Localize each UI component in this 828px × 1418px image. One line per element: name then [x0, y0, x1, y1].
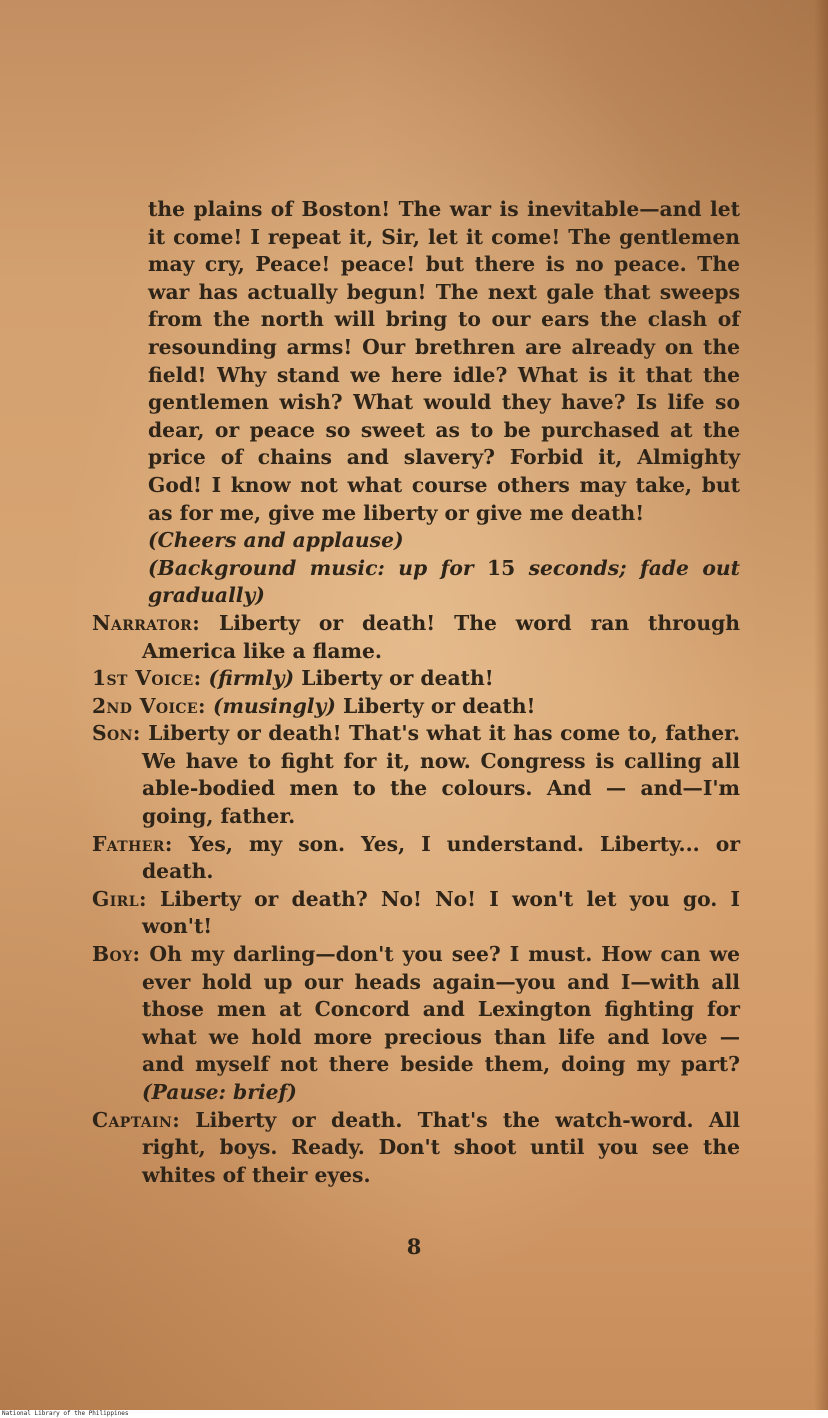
entry-son	[92, 720, 740, 830]
speaker-name: Father:	[92, 831, 173, 856]
speaker-name: 1st Voice:	[92, 666, 202, 691]
dialogue-text: Oh my darling—don't you see? I must. How can we ever hold up our heads again—you and I—with all those men at Concord and Lexington fighting for what we hold more precious than life and love — and myself not there beside them, doing my part?	[142, 942, 741, 1077]
entry-narrator	[92, 610, 740, 665]
speaker-name: Boy:	[92, 942, 141, 967]
entry-boy	[92, 941, 740, 1107]
pause-direction: (Pause: brief)	[142, 1080, 297, 1104]
page-number: 8	[406, 1234, 422, 1259]
entry-second-voice	[92, 693, 740, 721]
background-music-fade: seconds; fade out gradually)	[148, 555, 740, 608]
stage-direction-cheers: (Cheers and applause)	[148, 528, 404, 553]
dialogue-text: Liberty or death!	[301, 666, 494, 691]
speech-continuation: the plains of Boston! The war is inevitable—and let it come! I repeat it, Sir, let it come! The gentlemen may cry, Peace! peace! but there is no peace. The war has actually begun! The next gale that sweeps from the north will bring to our ears the clash of resounding arms! Our brethren are already on the field! Why stand we here idle? What is it that the gentlemen wish? What would they have? Is life so dear, or peace so sweet as to be purchased at the price of chains and slavery? Forbid it, Almighty God! I know not what course others may take, but as for me, give me liberty or give me death!	[148, 197, 740, 525]
footer-credit: National Library of the Philippines	[0, 1410, 828, 1418]
speaker-name: 2nd Voice:	[92, 693, 206, 718]
delivery-direction: (firmly)	[208, 666, 295, 691]
speaker-name: Son:	[92, 721, 141, 746]
speaker-name: Girl:	[92, 886, 147, 911]
dialogue-text: Liberty or death. That's the watch-word. All right, boys. Ready. Don't shoot until you see the whites of their eyes.	[142, 1107, 741, 1187]
delivery-direction: (musingly)	[212, 693, 336, 718]
background-music-direction: (Background music: up for	[148, 555, 487, 580]
entry-first-voice	[92, 665, 740, 693]
entry-captain	[92, 1107, 740, 1190]
dialogue-text: Liberty or death! The word ran through America like a flame.	[142, 610, 741, 663]
stage-direction-background-music	[92, 555, 740, 610]
dialogue-text: Liberty or death! That's what it has come to, father. We have to fight for it, now. Congress is calling all able-bodied men to the colours. And — and—I'm going, father.	[142, 721, 741, 829]
background-music-duration: 15	[486, 555, 516, 580]
dialogue-text: Liberty or death!	[342, 693, 536, 718]
play-text	[92, 196, 740, 1189]
dialogue-text: Yes, my son. Yes, I understand. Liberty... or death.	[142, 831, 741, 884]
dialogue-text: Liberty or death? No! No! I won't let you go. I won't!	[142, 886, 740, 939]
speaker-name: Narrator:	[92, 610, 201, 635]
entry-girl	[92, 886, 740, 941]
speaker-name: Captain:	[92, 1107, 181, 1132]
entry-father	[92, 831, 740, 886]
